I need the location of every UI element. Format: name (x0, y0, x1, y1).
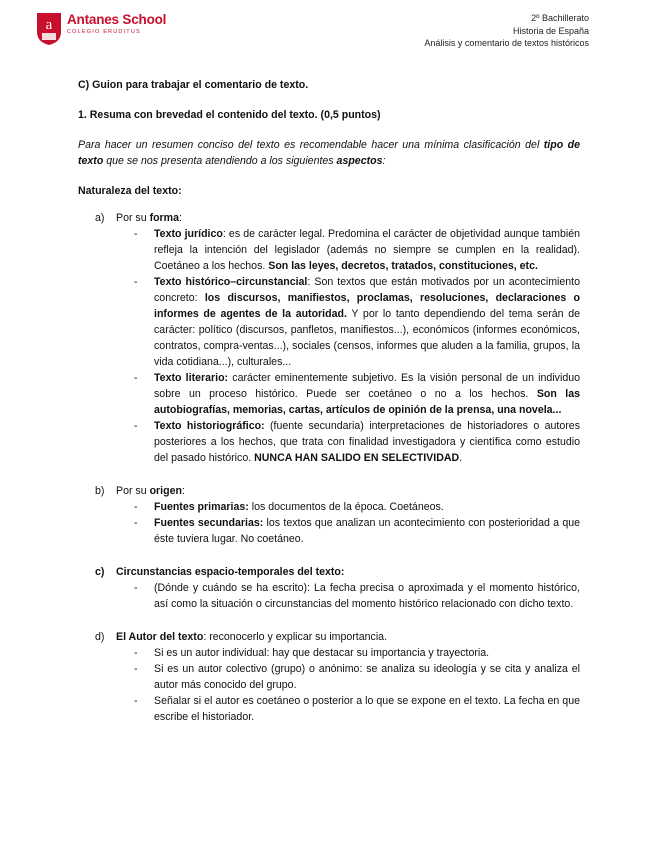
section-b: b) Por su origen: - Fuentes primarias: los documentos de la época. Coetáneos. - Fuentes secundarias: los textos que analizan un acontecimiento con posterioridad a que éste tuviera lugar. No coetáneo. (78, 483, 580, 547)
list-item: - Texto histórico–circunstancial: Son textos que están motivados por un acontecimiento concreto: los discursos, manifiestos, proclamas, resoluciones, declaraciones o informes de agentes de la autoridad. Y por lo tanto dependiendo del tema serán de carácter: político (discursos, panfletos, manifiestos...), económicos (informes económicos, contratos, compra-ventas...), sociales (censos, informes que aluden a la familia, grupos, la vida cotidiana...), culturales... (78, 274, 580, 370)
logo-tagline: COLEGIO ERUDITUS (67, 29, 141, 35)
logo-name: Antanes School (67, 12, 167, 27)
header-subject: Historia de España (512, 25, 589, 36)
school-logo (36, 12, 166, 46)
svg-text:a: a (45, 17, 53, 33)
list-item: - (Dónde y cuándo se ha escrito): La fecha precisa o aproximada y el momento histórico, así como la situación o circunstancias del momento histórico relacionado con dicho texto. (78, 580, 580, 612)
list-item: - Fuentes secundarias: los textos que analizan un acontecimiento con posterioridad a que éste tuviera lugar. No coetáneo. (78, 515, 580, 547)
section-a: a) Por su forma: - Texto jurídico: es de carácter legal. Predomina el carácter de objetividad aunque también refleja la intención del legislador (además no siempre se cumplen en la realidad). Coetáneo a los hechos. Son las leyes, decretos, tratados, constituciones, etc. - Texto histórico–circunstancial: Son textos que están motivados por un acontecimiento concreto: los discursos, manifiestos, proclamas, resoluciones, declaraciones o informes de agentes de la autoridad. Y por lo tanto dependiendo del tema serán de carácter: político (discursos, panfletos, manifiestos...), económicos (informes económicos, contratos, compra-ventas...), sociales (censos, informes que aluden a la familia, grupos, la vida cotidiana...), culturales... - Texto literario: carácter eminentemente subjetivo. Es la visión personal de un individuo sobre un proceso histórico. Puede ser coetáneo o no a los hechos. Son las autobiografías, memorias, cartas, artículos de opinión de la prensa, una novela... - Texto historiográfico: (fuente secundaria) interpretaciones de historiadores o autores posteriores a los hechos, que trata con finalidad investigadora y científica como estudio del pasado histórico. NUNCA HAN SALIDO EN SELECTIVIDAD. (78, 210, 580, 466)
list-item: - Si es un autor individual: hay que destacar su importancia y trayectoria. (78, 645, 580, 661)
section-heading: 1. Resuma con brevedad el contenido del texto. (0,5 puntos) (78, 109, 381, 121)
list-item: - Fuentes primarias: los documentos de la época. Coetáneos. (78, 499, 580, 515)
section-d: d) El Autor del texto: reconocerlo y explicar su importancia. - Si es un autor individual: hay que destacar su importancia y trayectoria. - Si es un autor colectivo (grupo) o anónimo: se analiza su ideología y se cita y analiza el autor más conocido del grupo. - Señalar si el autor es coetáneo o posterior a lo que se expone en el texto. La fecha en que escribe el historiador. (78, 629, 580, 725)
header-course: 2º Bachillerato (531, 13, 589, 23)
list-item: - Si es un autor colectivo (grupo) o anónimo: se analiza su ideología y se cita y analiza el autor más conocido del grupo. (78, 661, 580, 693)
shield-logo-icon (36, 12, 62, 46)
page-title: C) Guion para trabajar el comentario de texto. (78, 79, 309, 91)
list-item: - Texto historiográfico: (fuente secundaria) interpretaciones de historiadores o autores posteriores a los hechos, que trata con finalidad investigadora y científica como estudio del pasado histórico. NUNCA HAN SALIDO EN SELECTIVIDAD. (78, 418, 580, 466)
section-c: c) Circunstancias espacio-temporales del texto: - (Dónde y cuándo se ha escrito): La fecha precisa o aproximada y el momento histórico, así como la situación o circunstancias del momento histórico relacionado con dicho texto. (78, 564, 580, 612)
list-item: - Texto literario: carácter eminentemente subjetivo. Es la visión personal de un individuo sobre un proceso histórico. Puede ser coetáneo o no a los hechos. Son las autobiografías, memorias, cartas, artículos de opinión de la prensa, una novela... (78, 370, 580, 418)
header-info (424, 12, 589, 50)
list-item: - Texto jurídico: es de carácter legal. Predomina el carácter de objetividad aunque también refleja la intención del legislador (además no siempre se cumplen en la realidad). Coetáneo a los hechos. Son las leyes, decretos, tratados, constituciones, etc. (78, 226, 580, 274)
document-body (78, 77, 580, 735)
list-item: - Señalar si el autor es coetáneo o posterior a lo que se expone en el texto. La fecha en que escribe el historiador. (78, 693, 580, 725)
nature-heading: Naturaleza del texto: (78, 185, 182, 197)
header-topic: Análisis y comentario de textos históricos (424, 38, 589, 48)
intro-paragraph: Para hacer un resumen conciso del texto es recomendable hacer una mínima clasificación del tipo de texto que se nos presenta atendiendo a los siguientes aspectos: (78, 139, 580, 167)
